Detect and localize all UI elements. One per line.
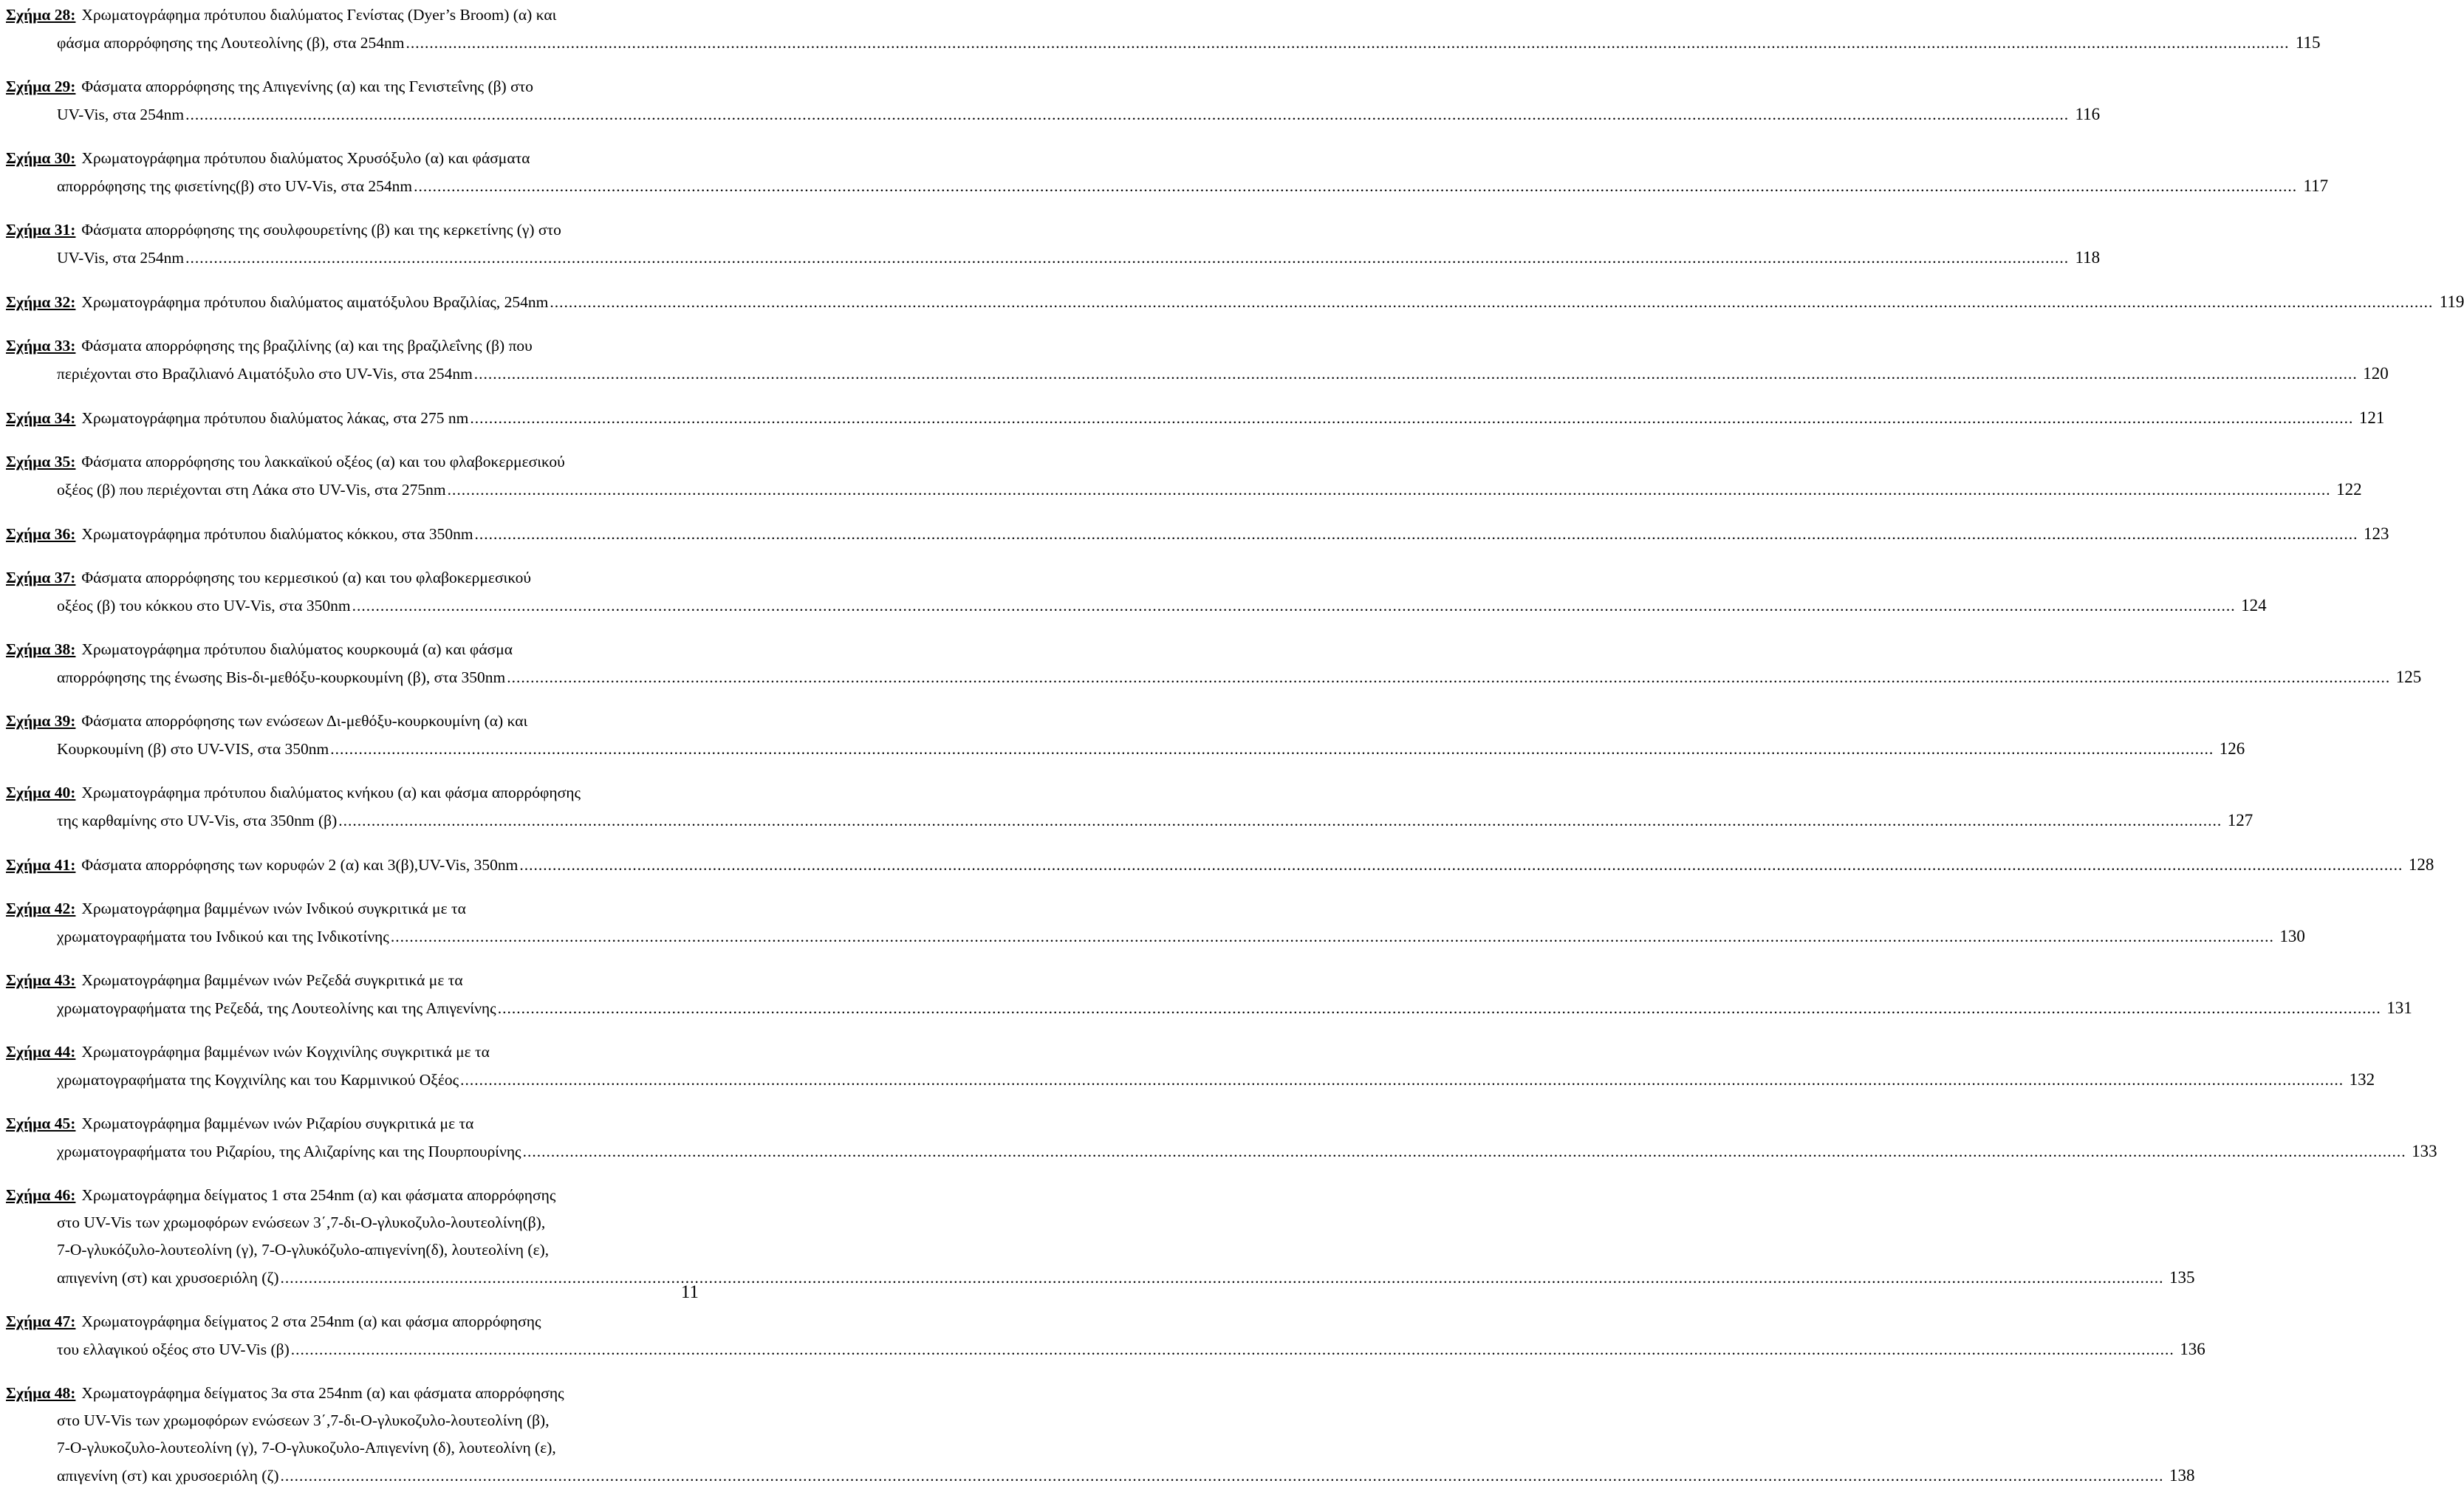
figure-caption-text: Φάσματα απορρόφησης των ενώσεων Δι-μεθόξυ-κουρκουμίνη (α) και bbox=[81, 712, 528, 730]
toc-entry-line bbox=[6, 145, 650, 172]
toc-entry-text-wrap bbox=[6, 971, 463, 989]
figure-caption-text: Χρωματογράφημα πρότυπου διαλύματος Χρυσόξυλο (α) και φάσματα bbox=[81, 149, 530, 167]
figure-caption-text: χρωματογραφήματα της Ρεζεδά, της Λουτεολίνης και της Απιγενίνης bbox=[57, 999, 496, 1017]
dot-leader: ................................................................................................................................................................................................................................................................................................................................................................................................................ bbox=[414, 177, 2298, 195]
toc-entry-text-wrap bbox=[6, 1384, 564, 1402]
figure-caption-text: Φάσματα απορρόφησης των κορυφών 2 (α) και 3(β),UV-Vis, 350nm bbox=[81, 856, 519, 874]
figure-label: Σχήμα 45: bbox=[6, 1115, 76, 1132]
figure-caption-text: Χρωματογράφημα βαμμένων ινών Ρεζεδά συγκριτικά με τα bbox=[81, 971, 463, 989]
page-reference: 123 bbox=[2364, 524, 2389, 543]
figure-caption-text: χρωματογραφήματα της Κογχινίλης και του Καρμινικού Οξέος bbox=[57, 1071, 459, 1089]
toc-entry-line bbox=[6, 663, 2422, 691]
toc-entry bbox=[6, 895, 2305, 951]
figure-caption-text: χρωματογραφήματα του Ινδικού και της Ινδικοτίνης bbox=[57, 928, 389, 945]
page-reference: 124 bbox=[2241, 596, 2267, 615]
toc-entry-line bbox=[6, 592, 2267, 620]
dot-leader: ................................................................................................................................................................................................................................................................................................................................................................................................................ bbox=[519, 856, 2403, 874]
toc-entry bbox=[6, 851, 2434, 879]
figure-caption-text: UV-Vis, στα 254nm bbox=[57, 249, 185, 267]
toc-entry-line bbox=[6, 404, 2385, 432]
toc-entry bbox=[6, 0, 2321, 57]
toc-entry-line bbox=[6, 967, 650, 994]
figure-label: Σχήμα 47: bbox=[6, 1312, 76, 1330]
toc-entry-text-wrap bbox=[6, 78, 533, 95]
figure-label: Σχήμα 32: bbox=[6, 293, 76, 311]
page-reference: 120 bbox=[2363, 364, 2389, 383]
page-reference: 119 bbox=[2439, 292, 2464, 311]
figure-label: Σχήμα 35: bbox=[6, 453, 76, 470]
dot-leader: ................................................................................................................................................................................................................................................................................................................................................................................................................ bbox=[280, 1467, 2164, 1485]
page-reference: 115 bbox=[2295, 33, 2321, 52]
page-reference: 138 bbox=[2169, 1466, 2195, 1485]
figure-label: Σχήμα 34: bbox=[6, 409, 76, 427]
dot-leader: ................................................................................................................................................................................................................................................................................................................................................................................................................ bbox=[338, 812, 2222, 829]
page-reference: 116 bbox=[2075, 105, 2101, 123]
toc-entry-text-wrap bbox=[57, 476, 446, 504]
toc-entry-line bbox=[6, 851, 2434, 879]
figure-caption-text: Χρωματογράφημα βαμμένων ινών Ινδικού συγκριτικά με τα bbox=[81, 900, 466, 917]
list-of-figures bbox=[6, 0, 2464, 1506]
toc-entry-text-wrap bbox=[57, 1439, 556, 1457]
toc-entry-line bbox=[6, 708, 650, 735]
toc-entry-line bbox=[6, 779, 650, 807]
figure-label: Σχήμα 31: bbox=[6, 221, 76, 239]
toc-entry-text-wrap bbox=[57, 1214, 545, 1231]
toc-entry-line bbox=[6, 1407, 650, 1434]
dot-leader: ................................................................................................................................................................................................................................................................................................................................................................................................................ bbox=[507, 668, 2391, 686]
toc-entry-text-wrap bbox=[57, 592, 351, 620]
figure-caption-text: περιέχονται στο Βραζιλιανό Αιματόξυλο στο UV-Vis, στα 254nm bbox=[57, 365, 473, 383]
dot-leader: ................................................................................................................................................................................................................................................................................................................................................................................................................ bbox=[330, 740, 2214, 758]
toc-entry-line bbox=[6, 1182, 650, 1209]
toc-entry bbox=[6, 216, 2101, 272]
page-reference: 130 bbox=[2279, 927, 2305, 945]
dot-leader: ................................................................................................................................................................................................................................................................................................................................................................................................................ bbox=[447, 481, 2331, 499]
toc-entry-line bbox=[6, 476, 2362, 504]
dot-leader: ................................................................................................................................................................................................................................................................................................................................................................................................................ bbox=[460, 1071, 2344, 1089]
figure-caption-text: Χρωματογράφημα δείγματος 1 στα 254nm (α) και φάσματα απορρόφησης bbox=[81, 1186, 556, 1204]
figure-label: Σχήμα 30: bbox=[6, 149, 76, 167]
figure-label: Σχήμα 41: bbox=[6, 856, 76, 874]
dot-leader: ................................................................................................................................................................................................................................................................................................................................................................................................................ bbox=[474, 525, 2358, 543]
figure-label: Σχήμα 29: bbox=[6, 78, 76, 95]
toc-entry bbox=[6, 288, 2464, 316]
toc-entry bbox=[6, 1308, 2205, 1363]
page-reference: 135 bbox=[2169, 1268, 2195, 1287]
toc-entry-text-wrap bbox=[6, 453, 565, 470]
toc-entry-line bbox=[6, 216, 650, 244]
figure-label: Σχήμα 38: bbox=[6, 640, 76, 658]
figure-caption-text: στο UV-Vis των χρωμοφόρων ενώσεων 3΄,7-δι-O-γλυκοζυλο-λουτεολίνη (β), bbox=[57, 1411, 550, 1429]
figure-caption-text: Χρωματογράφημα πρότυπου διαλύματος κνήκου (α) και φάσμα απορρόφησης bbox=[81, 784, 581, 801]
page-reference: 126 bbox=[2219, 739, 2245, 758]
figure-label: Σχήμα 43: bbox=[6, 971, 76, 989]
toc-entry-text-wrap bbox=[6, 1186, 555, 1204]
figure-caption-text: Χρωματογράφημα βαμμένων ινών Κογχινίλης συγκριτικά με τα bbox=[81, 1043, 490, 1061]
toc-entry bbox=[6, 404, 2385, 432]
toc-entry-line bbox=[6, 360, 2389, 388]
figure-caption-text: Χρωματογράφημα πρότυπου διαλύματος κόκκου, στα 350nm bbox=[81, 525, 473, 543]
toc-entry-text-wrap bbox=[57, 173, 412, 200]
page-number: 11 bbox=[680, 1282, 699, 1302]
toc-entry-text-wrap bbox=[57, 923, 389, 951]
figure-caption-text: οξέος (β) που περιέχονται στη Λάκα στο UV-Vis, στα 275nm bbox=[57, 481, 446, 499]
toc-entry-text-wrap bbox=[6, 900, 466, 917]
toc-entry bbox=[6, 520, 2389, 548]
toc-entry bbox=[6, 448, 2362, 504]
figure-caption-text: Κουρκουμίνη (β) στο UV-VIS, στα 350nm bbox=[57, 740, 329, 758]
figure-caption-text: Φάσματα απορρόφησης της βραζιλίνης (α) και της βραζιλεΐνης (β) που bbox=[81, 337, 533, 355]
page-reference: 122 bbox=[2336, 480, 2362, 499]
toc-entry-line bbox=[6, 1308, 650, 1335]
page-reference: 133 bbox=[2412, 1142, 2437, 1160]
toc-entry-text-wrap bbox=[6, 405, 468, 432]
figure-caption-text: Φάσματα απορρόφησης της Απιγενίνης (α) και της Γενιστεΐνης (β) στο bbox=[81, 78, 534, 95]
dot-leader: ................................................................................................................................................................................................................................................................................................................................................................................................................ bbox=[550, 293, 2434, 311]
toc-entry-line bbox=[6, 1335, 2205, 1363]
toc-entry-line bbox=[6, 520, 2389, 548]
figure-caption-text: Χρωματογράφημα πρότυπου διαλύματος Γενίστας (Dyer’s Broom) (α) και bbox=[81, 6, 557, 24]
toc-entry-text-wrap bbox=[6, 640, 513, 658]
figure-caption-text: στο UV-Vis των χρωμοφόρων ενώσεων 3΄,7-δι-O-γλυκοζυλο-λουτεολίνη(β), bbox=[57, 1214, 546, 1231]
toc-entry-line bbox=[6, 244, 2101, 272]
figure-label: Σχήμα 48: bbox=[6, 1384, 76, 1402]
toc-entry-line bbox=[6, 288, 2464, 316]
page-reference: 127 bbox=[2227, 811, 2253, 829]
toc-entry bbox=[6, 1110, 2437, 1166]
figure-caption-text: Χρωματογράφημα δείγματος 3α στα 254nm (α) και φάσματα απορρόφησης bbox=[81, 1384, 564, 1402]
toc-entry-text-wrap bbox=[6, 289, 548, 316]
figure-caption-text: Χρωματογράφημα πρότυπου διαλύματος κουρκουμά (α) και φάσμα bbox=[81, 640, 513, 658]
page-reference: 125 bbox=[2395, 668, 2422, 686]
toc-entry-line bbox=[6, 100, 2101, 129]
toc-entry-line bbox=[6, 994, 2412, 1022]
toc-entry-text-wrap bbox=[6, 1312, 541, 1330]
figure-caption-text: χρωματογραφήματα του Ριζαρίου, της Αλιζαρίνης και της Πουρπουρίνης bbox=[57, 1143, 521, 1160]
toc-entry-line bbox=[6, 636, 650, 663]
dot-leader: ................................................................................................................................................................................................................................................................................................................................................................................................................ bbox=[352, 597, 2236, 615]
toc-entry-line bbox=[6, 564, 650, 592]
page-reference: 117 bbox=[2303, 177, 2329, 195]
dot-leader: ................................................................................................................................................................................................................................................................................................................................................................................................................ bbox=[290, 1341, 2174, 1358]
toc-entry-text-wrap bbox=[57, 101, 184, 129]
toc-entry-line bbox=[6, 1137, 2437, 1166]
figure-label: Σχήμα 40: bbox=[6, 784, 76, 801]
toc-entry bbox=[6, 145, 2329, 200]
toc-entry-text-wrap bbox=[57, 1411, 550, 1429]
toc-entry bbox=[6, 967, 2412, 1022]
toc-entry-line bbox=[6, 448, 650, 476]
page-reference: 121 bbox=[2358, 408, 2385, 427]
toc-entry-text-wrap bbox=[57, 360, 473, 388]
toc-entry-text-wrap bbox=[6, 784, 581, 801]
figure-caption-text: Χρωματογράφημα βαμμένων ινών Ριζαρίου συγκριτικά με τα bbox=[81, 1115, 474, 1132]
toc-entry-line bbox=[6, 332, 650, 360]
figure-caption-text: απιγενίνη (στ) και χρυσοεριόλη (ζ) bbox=[57, 1467, 279, 1485]
dot-leader: ................................................................................................................................................................................................................................................................................................................................................................................................................ bbox=[185, 106, 2070, 123]
toc-entry-text-wrap bbox=[6, 852, 518, 879]
figure-caption-text: Φάσματα απορρόφησης του λακκαϊκού οξέος (α) και του φλαβοκερμεσικού bbox=[81, 453, 565, 470]
toc-entry-line bbox=[6, 1434, 650, 1462]
toc-entry-text-wrap bbox=[6, 337, 533, 355]
figure-caption-text: 7-O-γλυκοζυλο-λουτεολίνη (γ), 7-O-γλυκοζυλο-Απιγενίνη (δ), λουτεολίνη (ε), bbox=[57, 1439, 556, 1457]
toc-entry-line bbox=[6, 923, 2305, 951]
page-reference: 132 bbox=[2349, 1070, 2375, 1089]
toc-entry-text-wrap bbox=[57, 244, 184, 272]
toc-entry-text-wrap bbox=[57, 1138, 521, 1166]
toc-entry-line bbox=[6, 735, 2245, 763]
toc-entry-text-wrap bbox=[57, 1462, 279, 1490]
toc-entry-line bbox=[6, 1462, 2195, 1490]
toc-entry bbox=[6, 779, 2253, 835]
figure-caption-text: 7-O-γλυκόζυλο-λουτεολίνη (γ), 7-O-γλυκόζυλο-απιγενίνη(δ), λουτεολίνη (ε), bbox=[57, 1241, 550, 1259]
toc-entry-line bbox=[6, 1066, 2375, 1094]
figure-label: Σχήμα 42: bbox=[6, 900, 76, 917]
toc-entry bbox=[6, 708, 2245, 763]
toc-entry-text-wrap bbox=[6, 569, 531, 586]
figure-label: Σχήμα 33: bbox=[6, 337, 76, 355]
toc-entry-text-wrap bbox=[57, 1241, 549, 1259]
figure-label: Σχήμα 36: bbox=[6, 525, 76, 543]
toc-entry-text-wrap bbox=[57, 30, 405, 57]
figure-caption-text: του ελλαγικού οξέος στο UV-Vis (β) bbox=[57, 1341, 290, 1358]
figure-caption-text: Φάσματα απορρόφησης της σουλφουρετίνης (β) και της κερκετίνης (γ) στο bbox=[81, 221, 561, 239]
toc-entry-line bbox=[6, 172, 2329, 200]
toc-entry-text-wrap bbox=[6, 1043, 490, 1061]
toc-entry bbox=[6, 636, 2422, 691]
toc-entry-line bbox=[6, 1209, 650, 1236]
page-reference: 128 bbox=[2408, 855, 2434, 874]
toc-entry-text-wrap bbox=[57, 807, 337, 835]
dot-leader: ................................................................................................................................................................................................................................................................................................................................................................................................................ bbox=[470, 409, 2354, 427]
figure-caption-text: Φάσματα απορρόφησης του κερμεσικού (α) και του φλαβοκερμεσικού bbox=[81, 569, 532, 586]
figure-label: Σχήμα 44: bbox=[6, 1043, 76, 1061]
figure-label: Σχήμα 39: bbox=[6, 712, 76, 730]
toc-entry-line bbox=[6, 29, 2321, 57]
toc-entry-text-wrap bbox=[6, 1115, 473, 1132]
toc-entry-text-wrap bbox=[6, 521, 473, 548]
figure-caption-text: Χρωματογράφημα δείγματος 2 στα 254nm (α) και φάσμα απορρόφησης bbox=[81, 1312, 541, 1330]
toc-entry-line bbox=[6, 73, 650, 100]
toc-entry bbox=[6, 73, 2101, 129]
figure-caption-text: Χρωματογράφημα πρότυπου διαλύματος λάκας, στα 275 nm bbox=[81, 409, 469, 427]
figure-caption-text: απορρόφησης της φισετίνης(β) στο UV-Vis, στα 254nm bbox=[57, 177, 413, 195]
figure-caption-text: απιγενίνη (στ) και χρυσοεριόλη (ζ) bbox=[57, 1269, 279, 1287]
figure-caption-text: απορρόφησης της ένωσης Bis-δι-μεθόξυ-κουρκουμίνη (β), στα 350nm bbox=[57, 668, 506, 686]
toc-entry-line bbox=[6, 895, 650, 923]
toc-entry bbox=[6, 332, 2389, 388]
dot-leader: ................................................................................................................................................................................................................................................................................................................................................................................................................ bbox=[390, 928, 2274, 945]
dot-leader: ................................................................................................................................................................................................................................................................................................................................................................................................................ bbox=[522, 1143, 2406, 1160]
toc-entry bbox=[6, 564, 2267, 620]
figure-label: Σχήμα 28: bbox=[6, 6, 76, 24]
dot-leader: ................................................................................................................................................................................................................................................................................................................................................................................................................ bbox=[185, 249, 2070, 267]
page-reference: 118 bbox=[2075, 248, 2101, 267]
toc-entry-text-wrap bbox=[6, 149, 530, 167]
toc-entry-line bbox=[6, 1380, 650, 1407]
figure-caption-text: UV-Vis, στα 254nm bbox=[57, 106, 185, 123]
dot-leader: ................................................................................................................................................................................................................................................................................................................................................................................................................ bbox=[497, 999, 2381, 1017]
figure-caption-text: της καρθαμίνης στο UV-Vis, στα 350nm (β) bbox=[57, 812, 338, 829]
dot-leader: ................................................................................................................................................................................................................................................................................................................................................................................................................ bbox=[473, 365, 2358, 383]
figure-caption-text: Χρωματογράφημα πρότυπου διαλύματος αιματόξυλου Βραζιλίας, 254nm bbox=[81, 293, 549, 311]
toc-entry-line bbox=[6, 1236, 650, 1264]
toc-entry-text-wrap bbox=[57, 736, 329, 763]
toc-entry-text-wrap bbox=[57, 1336, 290, 1363]
dot-leader: ................................................................................................................................................................................................................................................................................................................................................................................................................ bbox=[280, 1269, 2164, 1287]
page-reference: 131 bbox=[2386, 999, 2412, 1017]
dot-leader: ................................................................................................................................................................................................................................................................................................................................................................................................................ bbox=[405, 34, 2290, 52]
toc-entry-text-wrap bbox=[6, 6, 556, 24]
toc-entry-line bbox=[6, 1038, 650, 1066]
toc-entry-text-wrap bbox=[6, 221, 561, 239]
figure-caption-text: οξέος (β) του κόκκου στο UV-Vis, στα 350nm bbox=[57, 597, 351, 615]
toc-entry bbox=[6, 1380, 2195, 1490]
toc-entry-text-wrap bbox=[6, 712, 527, 730]
toc-entry bbox=[6, 1038, 2375, 1094]
figure-caption-text: φάσμα απορρόφησης της Λουτεολίνης (β), στα 254nm bbox=[57, 34, 405, 52]
toc-entry-text-wrap bbox=[57, 1264, 279, 1292]
toc-entry-text-wrap bbox=[57, 995, 496, 1022]
toc-entry-text-wrap bbox=[57, 1067, 459, 1094]
figure-label: Σχήμα 37: bbox=[6, 569, 76, 586]
toc-entry-line bbox=[6, 1110, 650, 1137]
toc-entry-text-wrap bbox=[57, 664, 505, 691]
toc-entry-line bbox=[6, 1, 650, 29]
figure-label: Σχήμα 46: bbox=[6, 1186, 76, 1204]
page-reference: 136 bbox=[2180, 1340, 2205, 1358]
toc-entry-line bbox=[6, 807, 2253, 835]
